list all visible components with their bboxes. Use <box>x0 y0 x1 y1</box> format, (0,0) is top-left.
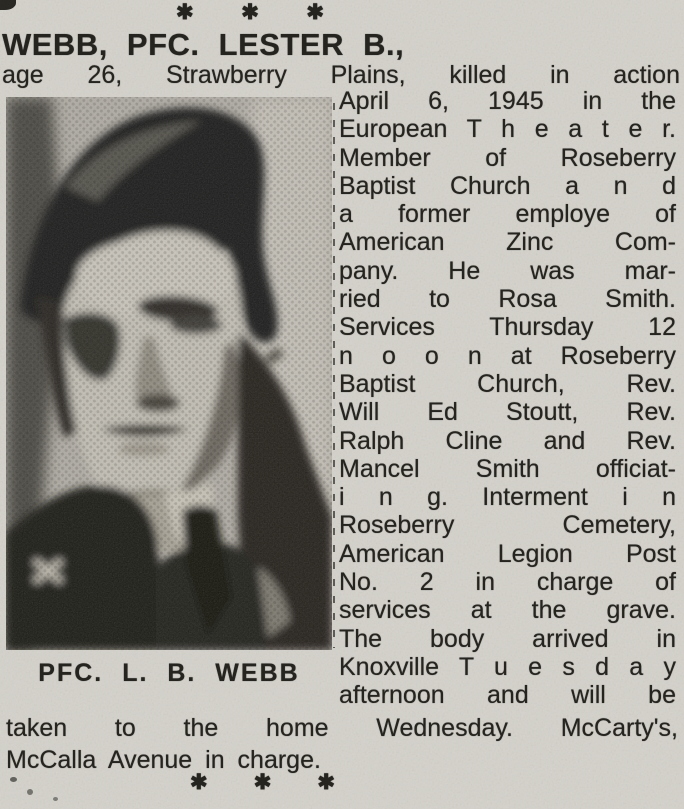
ink-speck <box>10 777 17 782</box>
column-line: pany. He was mar- <box>339 256 676 285</box>
headline: WEBB, PFC. LESTER B., <box>2 27 405 62</box>
star-icon: ✱ <box>317 771 335 794</box>
portrait-photo <box>6 97 332 650</box>
bottom-star-separator <box>190 772 335 793</box>
column-line: American Zinc Com- <box>339 228 676 257</box>
column-line: Mancel Smith officiat- <box>339 454 676 483</box>
column-line: American Legion Post <box>339 539 676 568</box>
obituary-column <box>339 87 676 710</box>
column-line: Member of Roseberry <box>339 143 676 172</box>
column-line: April 6, 1945 in the <box>339 87 676 115</box>
column-line: Services Thursday 12 <box>339 313 676 342</box>
column-line: n o o n at Roseberry <box>339 341 676 370</box>
column-line: ried to Rosa Smith. <box>339 285 676 314</box>
star-icon: ✱ <box>253 771 272 794</box>
star-icon: ✱ <box>176 1 194 24</box>
soldier-portrait-image <box>6 97 332 650</box>
star-icon: ✱ <box>190 771 208 794</box>
ink-speck <box>27 789 33 795</box>
top-star-separator <box>176 2 324 23</box>
column-line: Knoxville T u e s d a y <box>339 652 676 681</box>
column-line: No. 2 in charge of <box>339 568 676 597</box>
column-line: i n g. Interment i n <box>339 483 676 512</box>
column-line: Roseberry Cemetery, <box>339 511 676 540</box>
column-line: Will Ed Stoutt, Rev. <box>339 398 676 427</box>
closing-line-1: taken to the home Wednesday. McCarty's, <box>6 714 678 742</box>
photo-edge-dashes <box>333 103 335 648</box>
column-line: Ralph Cline and Rev. <box>339 426 676 455</box>
ink-speck <box>0 0 16 10</box>
column-line: The body arrived in <box>339 624 676 653</box>
star-icon: ✱ <box>306 1 324 24</box>
column-line: Baptist Church, Rev. <box>339 369 676 398</box>
column-line: afternoon and will be <box>339 681 676 710</box>
photo-caption: PFC. L. B. WEBB <box>38 659 300 687</box>
column-line: European T h e a t e r. <box>339 115 676 144</box>
column-line: services at the grave. <box>339 596 676 625</box>
closing-line-2: McCalla Avenue in charge. <box>6 746 321 774</box>
star-icon: ✱ <box>241 1 259 24</box>
column-line: a former employe of <box>339 200 676 229</box>
ink-speck <box>53 797 58 801</box>
lead-line: age 26, Strawberry Plains, killed in action <box>2 61 680 89</box>
column-line: Baptist Church a n d <box>339 171 676 200</box>
